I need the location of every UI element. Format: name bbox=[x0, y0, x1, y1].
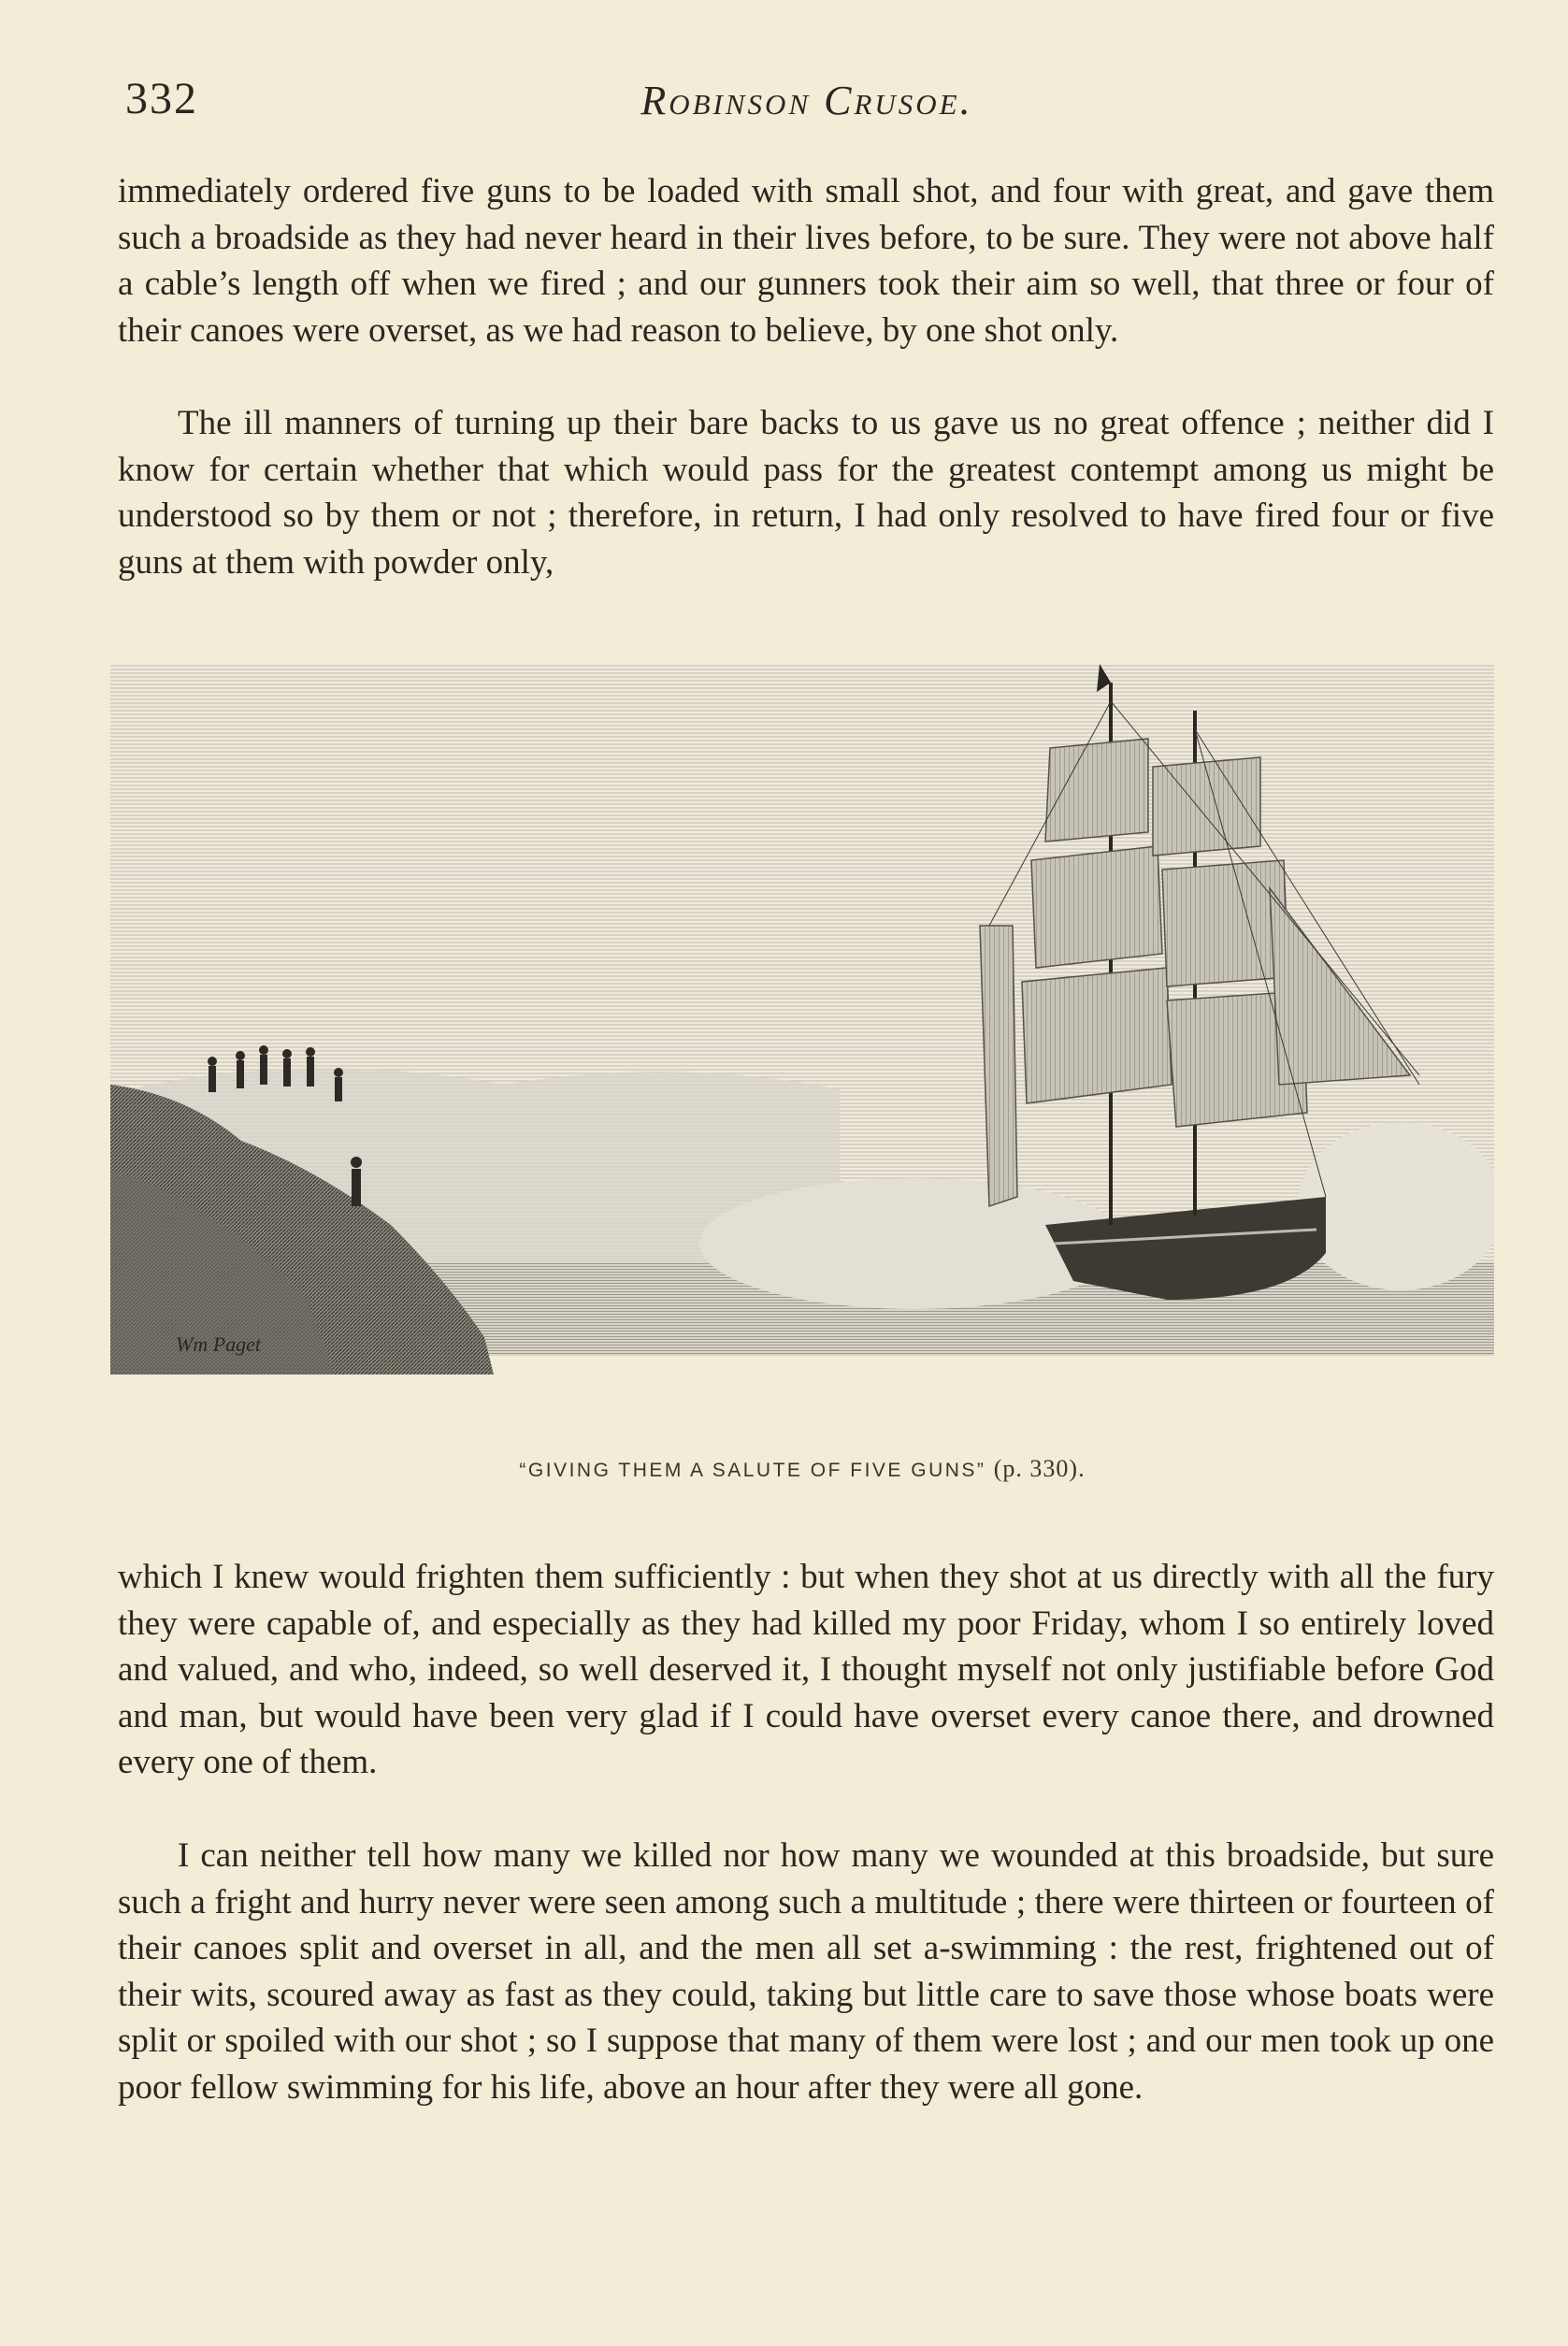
ship-illustration bbox=[110, 645, 1494, 1423]
caption-page-ref: (p. 330). bbox=[993, 1455, 1086, 1482]
running-title: Robinson Crusoe. bbox=[640, 78, 973, 123]
paragraph-3: which I knew would frighten them sufficiently : but when they shot at us directly with all the fury they were capable of, and especially as they had killed my poor Friday, whom I so entirely loved and valued, and who, indeed, so well deserved it, I thought myself not only justifiable before God and man, but would have been very glad if I could have overset every canoe there, and drowned every one of them. bbox=[118, 1558, 1494, 1782]
paragraph-4: I can neither tell how many we killed nor how many we wounded at this broadside, but sure such a fright and hurry never were seen among such a multitude ; there were thirteen or fourteen of their canoes split and overset in all, and the men all set a-swimming : the rest, frightened out of their wits, scoured away as fast as they could, taking but little care to save those whose boats were split or spoiled with our shot ; so I suppose that many of them were lost ; and our men took up one poor fellow swimming for his life, above an hour after they were all gone. bbox=[118, 1836, 1494, 2107]
page-number: 332 bbox=[125, 74, 198, 123]
figure-caption bbox=[110, 1455, 1494, 1483]
paragraph-2: The ill manners of turning up their bare backs to us gave us no great offence ; neither did I know for certain whether that which would pass for the greatest contempt among us might be understood so by them or not ; therefore, in return, I had only resolved to have fired four or five guns at them with powder only, bbox=[118, 404, 1494, 582]
paragraph-1: immediately ordered five guns to be loaded with small shot, and four with great, and gave them such a broadside as they had never heard in their lives before, to be sure. They were not above half a cable’s length off when we fired ; and our gunners took their aim so well, that three or four of their canoes were overset, as we had reason to believe, by one shot only. bbox=[118, 172, 1494, 350]
caption-text: “GIVING THEM A SALUTE OF FIVE GUNS” bbox=[519, 1460, 986, 1481]
engraver-signature: Wm Paget bbox=[176, 1332, 262, 1356]
page-header bbox=[120, 73, 1494, 138]
